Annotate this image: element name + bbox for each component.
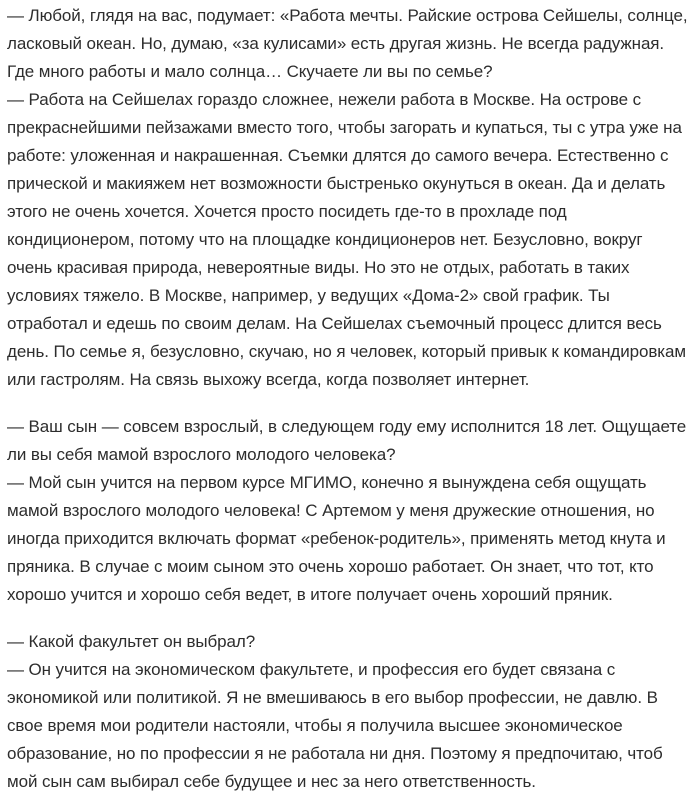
paragraph-question-2: — Ваш сын — совсем взрослый, в следующем году ему исполнится 18 лет. Ощущаете ли вы себя мамой взрослого молодого человека? (7, 417, 687, 464)
paragraph-answer-2: — Мой сын учится на первом курсе МГИМО, конечно я вынуждена себя ощущать мамой взрослого молодого человека! С Артемом у меня дружеские отношения, но иногда приходится включать формат «ребенок-родитель», применять метод кнута и пряника. В случае с моим сыном это очень хорошо работает. Он знает, что тот, кто хорошо учится и хорошо себя ведет, в итоге получает очень хороший пряник. (7, 473, 666, 604)
paragraph-question-3: — Какой факультет он выбрал? (7, 632, 256, 651)
paragraph-answer-3: — Он учится на экономическом факультете, и профессия его будет связана с экономикой или политикой. Я не вмешиваюсь в его выбор профессии, не давлю. В свое время мои родители настояли, чтобы я получила высшее экономическое образование, но по профессии я не работала ни дня. Поэтому я предпочитаю, чтоб мой сын сам выбирал себе будущее и нес за него ответственность. (7, 660, 663, 791)
paragraph-answer-1: — Работа на Сейшелах гораздо сложнее, нежели работа в Москве. На острове с прекраснейшими пейзажами вместо того, чтобы загорать и купаться, ты с утра уже на работе: уложенная и накрашенная. Съемки длятся до самого вечера. Естественно с прической и макияжем нет возможности быстренько окунуться в океан. Да и делать этого не очень хочется. Хочется просто посидеть где-то в прохладе под кондиционером, потому что на площадке кондиционеров нет. Безусловно, вокруг очень красивая природа, невероятные виды. Но это не отдых, работать в таких условиях тяжело. В Москве, например, у ведущих «Дома-2» свой график. Ты отработал и едешь по своим делам. На Сейшелах съемочный процесс длится весь день. По семье я, безусловно, скучаю, но я человек, который привык к командировкам или гастролям. На связь выхожу всегда, когда позволяет интернет. (7, 90, 686, 389)
paragraph-question-1: — Любой, глядя на вас, подумает: «Работа мечты. Райские острова Сейшелы, солнце, ласковый океан. Но, думаю, «за кулисами» есть другая жизнь. Не всегда радужная. Где много работы и мало солнца… Скучаете ли вы по семье? (7, 6, 688, 81)
